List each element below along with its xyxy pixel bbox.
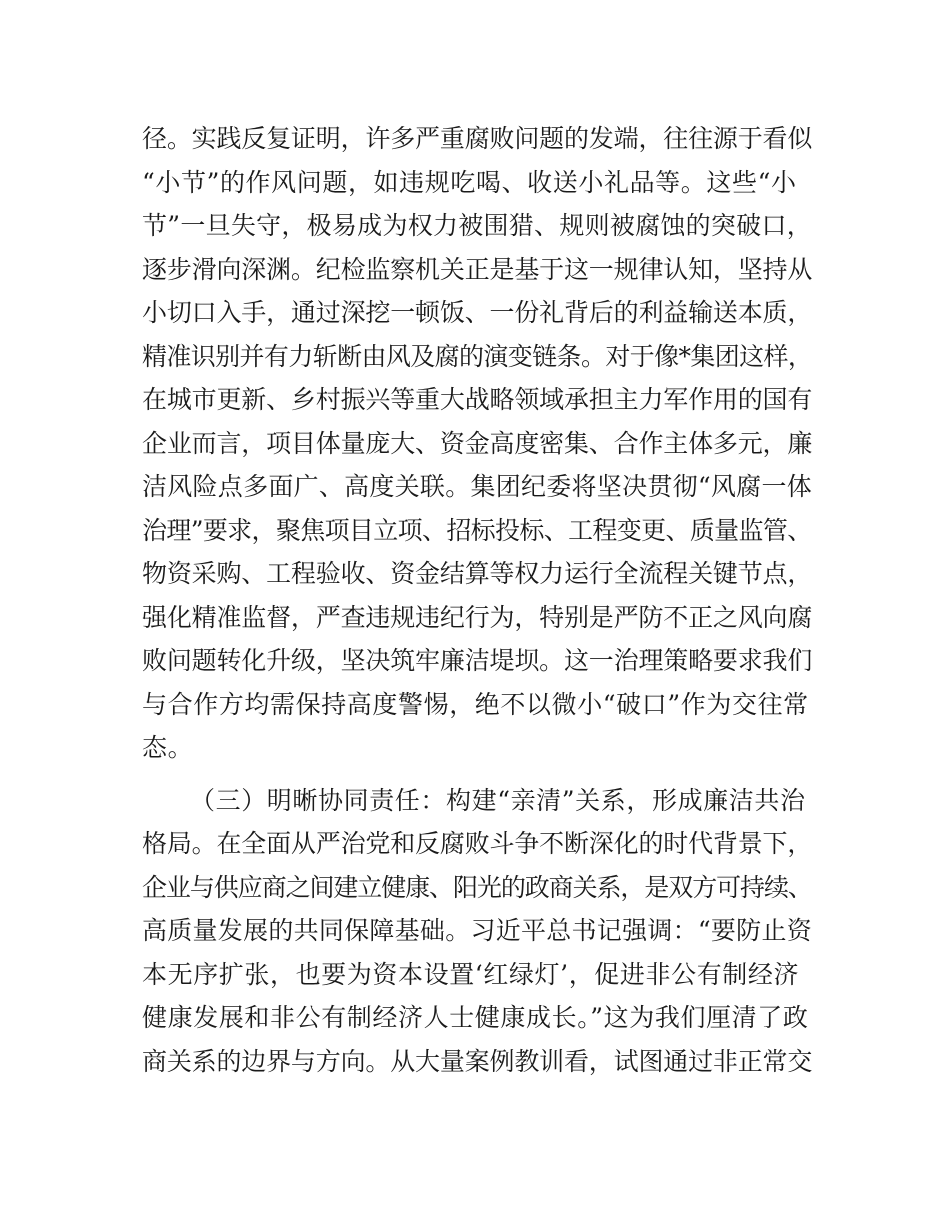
paragraph-1-line-15: 态。 <box>142 733 194 762</box>
paragraph-1-line-14: 与合作方均需保持高度警惕，绝不以微小“破口”作为交往常 <box>142 690 809 719</box>
paragraph-2-line-5: 本无序扩张，也要为资本设置‘红绿灯’，促进非公有制经济 <box>142 960 800 989</box>
paragraph-1-line-13: 败问题转化升级，坚决筑牢廉洁堤坝。这一治理策略要求我们 <box>142 646 813 675</box>
paragraph-1-line-1: 径。实践反复证明，许多严重腐败问题的发端，往往源于看似 <box>142 124 813 153</box>
paragraph-1-line-8: 企业而言，项目体量庞大、资金高度密集、合作主体多元，廉 <box>142 429 813 458</box>
paragraph-1-line-10: 治理”要求，聚焦项目立项、招标投标、工程变更、质量监管、 <box>142 516 812 545</box>
paragraph-2-line-3: 企业与供应商之间建立健康、阳光的政商关系，是双方可持续、 <box>142 873 812 902</box>
paragraph-2-line-1: （三）明晰协同责任：构建“亲清”关系，形成廉洁共治 <box>190 786 806 815</box>
paragraph-1-line-2: “小节”的作风问题，如违规吃喝、收送小礼品等。这些“小 <box>142 168 797 197</box>
paragraph-1-line-3: 节”一旦失守，极易成为权力被围猎、规则被腐蚀的突破口， <box>142 211 812 240</box>
paragraph-2-line-7: 商关系的边界与方向。从大量案例教训看，试图通过非正常交 <box>142 1047 813 1076</box>
paragraph-1-line-12: 强化精准监督，严查违规违纪行为，特别是严防不正之风向腐 <box>142 603 813 632</box>
paragraph-1-line-11: 物资采购、工程验收、资金结算等权力运行全流程关键节点， <box>142 559 813 588</box>
paragraph-1-line-7: 在城市更新、乡村振兴等重大战略领域承担主力军作用的国有 <box>142 385 813 414</box>
paragraph-1-line-4: 逐步滑向深渊。纪检监察机关正是基于这一规律认知，坚持从 <box>142 255 813 284</box>
paragraph-2-line-2: 格局。在全面从严治党和反腐败斗争不断深化的时代背景下， <box>142 829 813 858</box>
paragraph-1-line-5: 小切口入手，通过深挖一顿饭、一份礼背后的利益输送本质， <box>142 298 813 327</box>
paragraph-1-line-6: 精准识别并有力斩断由风及腐的演变链条。对于像*集团这样， <box>142 342 813 371</box>
paragraph-2-line-6: 健康发展和非公有制经济人士健康成长。”这为我们厘清了政 <box>142 1003 809 1032</box>
paragraph-2-line-4: 高质量发展的共同保障基础。习近平总书记强调：“要防止资 <box>142 916 812 945</box>
paragraph-1-line-9: 洁风险点多面广、高度关联。集团纪委将坚决贯彻“风腐一体 <box>142 472 812 501</box>
